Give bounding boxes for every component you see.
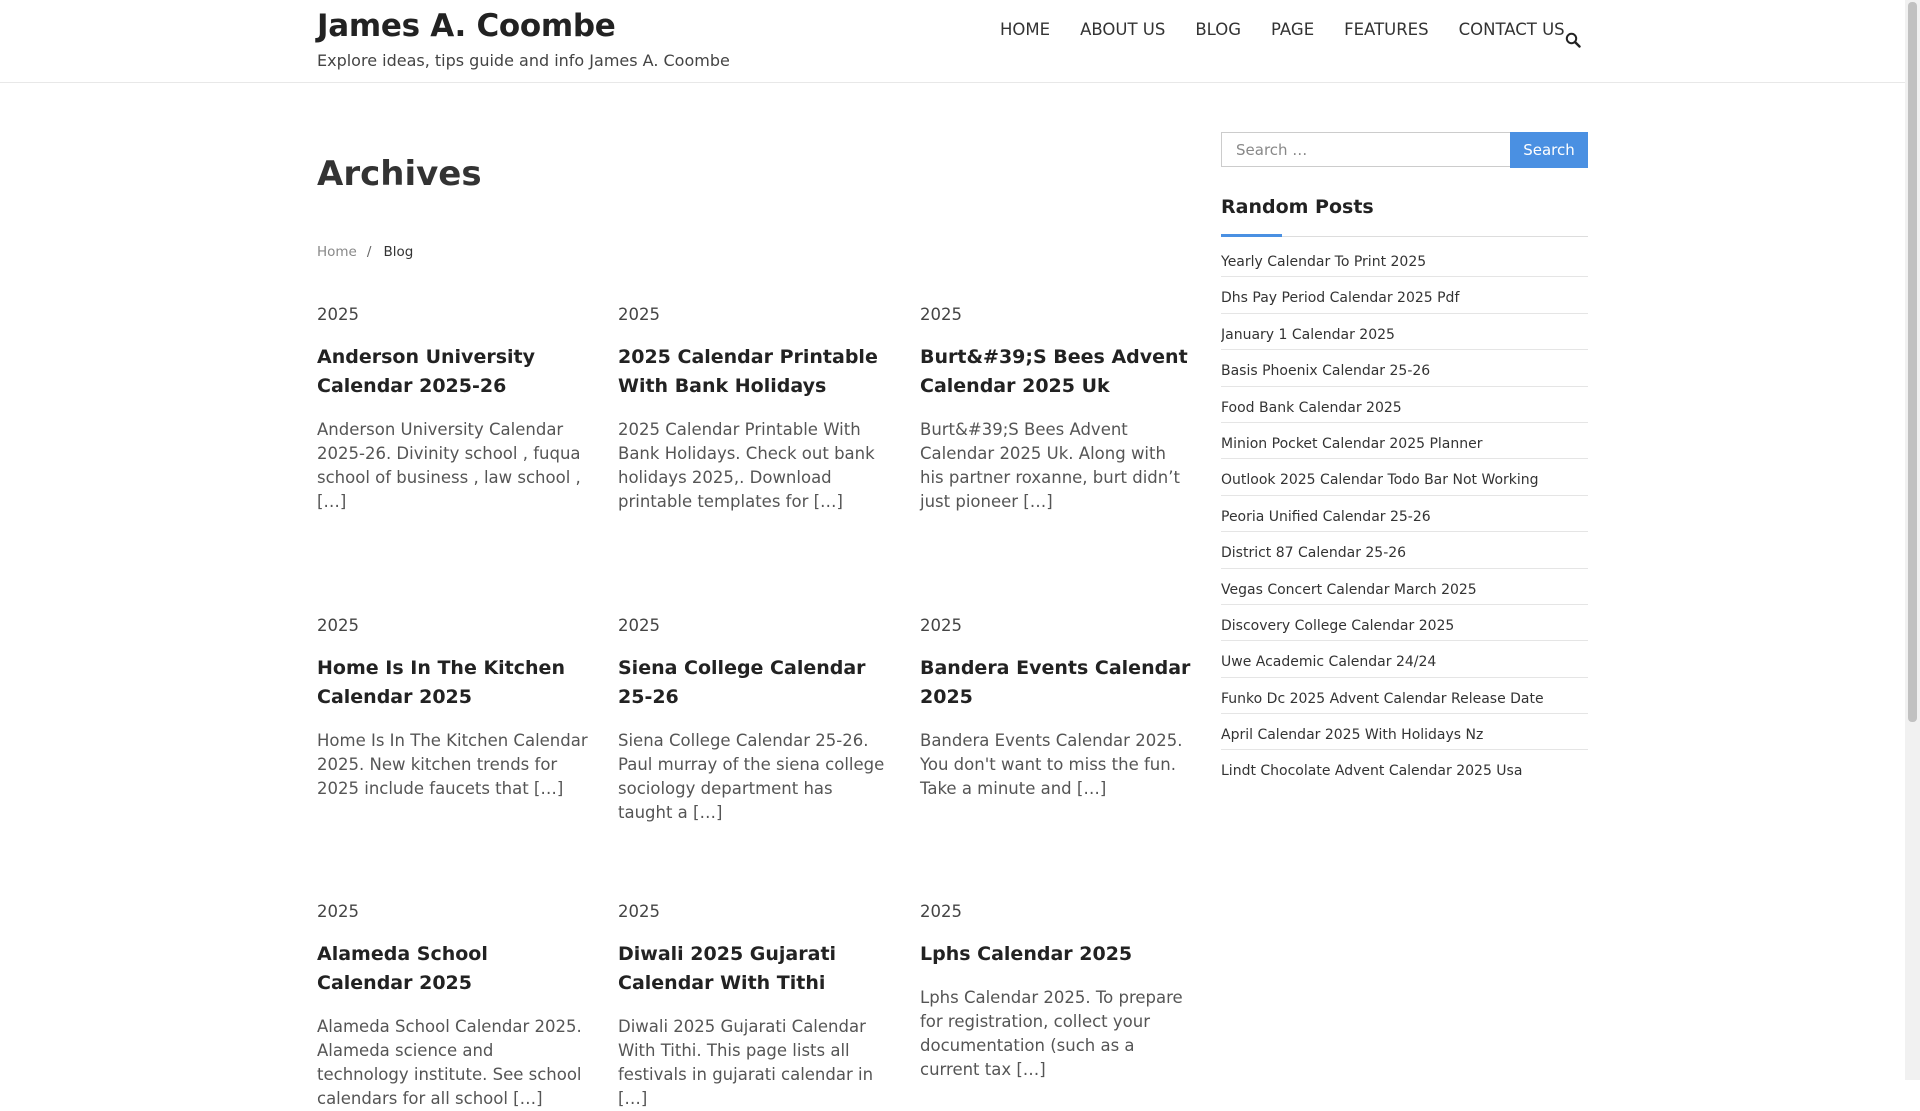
main-nav	[985, 20, 1580, 40]
breadcrumb-current: Blog	[383, 244, 414, 260]
random-posts-list	[1221, 241, 1588, 787]
random-posts-title: Random Posts	[1221, 196, 1374, 218]
post-card	[920, 616, 1192, 801]
random-post-link[interactable]: District 87 Calendar 25-26	[1221, 532, 1588, 568]
post-year[interactable]: 2025	[920, 616, 962, 635]
post-title[interactable]: 2025 Calendar Printable With Bank Holidays	[618, 346, 878, 397]
random-post-link[interactable]: Peoria Unified Calendar 25-26	[1221, 496, 1588, 532]
post-excerpt: Diwali 2025 Gujarati Calendar With Tithi. This page lists all festivals in gujarati calendar in […]	[618, 1017, 874, 1108]
site-description: Explore ideas, tips guide and info James A. Coombe	[317, 51, 730, 70]
nav-item-blog[interactable]: BLOG	[1195, 20, 1242, 39]
post-card	[618, 616, 890, 825]
post-year[interactable]: 2025	[317, 616, 359, 635]
post-excerpt: Alameda School Calendar 2025. Alameda science and technology institute. See school calendars for all school […]	[317, 1017, 582, 1108]
site-header	[0, 0, 1905, 83]
breadcrumb-separator: /	[366, 244, 372, 260]
random-post-link[interactable]: Dhs Pay Period Calendar 2025 Pdf	[1221, 277, 1588, 313]
random-post-link[interactable]: April Calendar 2025 With Holidays Nz	[1221, 714, 1588, 750]
nav-item-home[interactable]: HOME	[1000, 20, 1051, 39]
post-excerpt: Anderson University Calendar 2025-26. Divinity school , fuqua school of business , law school , […]	[317, 420, 581, 511]
sidebar-search-form	[1221, 132, 1588, 169]
post-excerpt: Bandera Events Calendar 2025. You don't want to miss the fun. Take a minute and […]	[920, 731, 1183, 798]
random-post-link[interactable]: Minion Pocket Calendar 2025 Planner	[1221, 423, 1588, 459]
random-post-link[interactable]: Funko Dc 2025 Advent Calendar Release Date	[1221, 678, 1588, 714]
post-excerpt: Lphs Calendar 2025. To prepare for registration, collect your documentation (such as a current tax […]	[920, 988, 1183, 1079]
search-button[interactable]: Search	[1510, 132, 1588, 168]
post-card	[317, 616, 589, 801]
nav-item-contact-us[interactable]: CONTACT US	[1458, 20, 1565, 39]
post-title[interactable]: Anderson University Calendar 2025-26	[317, 346, 535, 397]
post-title[interactable]: Burt&#39;S Bees Advent Calendar 2025 Uk	[920, 346, 1188, 397]
post-excerpt: Home Is In The Kitchen Calendar 2025. New kitchen trends for 2025 include faucets that […]	[317, 731, 588, 798]
random-post-link[interactable]: January 1 Calendar 2025	[1221, 314, 1588, 350]
post-title[interactable]: Alameda School Calendar 2025	[317, 943, 488, 994]
post-title[interactable]: Lphs Calendar 2025	[920, 943, 1133, 965]
page-title: Archives	[317, 154, 482, 194]
post-year[interactable]: 2025	[317, 902, 359, 921]
breadcrumb-home[interactable]: Home	[317, 244, 357, 260]
random-post-link[interactable]: Outlook 2025 Calendar Todo Bar Not Working	[1221, 459, 1588, 495]
post-title[interactable]: Diwali 2025 Gujarati Calendar With Tithi	[618, 943, 837, 994]
post-card	[618, 305, 890, 514]
search-input[interactable]	[1221, 132, 1510, 167]
nav-item-page[interactable]: PAGE	[1271, 20, 1315, 39]
random-post-link[interactable]: Food Bank Calendar 2025	[1221, 387, 1588, 423]
random-post-link[interactable]: Lindt Chocolate Advent Calendar 2025 Usa	[1221, 763, 1523, 780]
post-title[interactable]: Home Is In The Kitchen Calendar 2025	[317, 657, 565, 708]
scrollbar[interactable]	[1905, 0, 1920, 1080]
random-post-link[interactable]: Yearly Calendar To Print 2025	[1221, 241, 1588, 277]
random-post-link[interactable]: Vegas Concert Calendar March 2025	[1221, 569, 1588, 605]
post-title[interactable]: Siena College Calendar 25-26	[618, 657, 866, 708]
scrollbar-thumb[interactable]	[1908, 2, 1917, 722]
site-title[interactable]: James A. Coombe	[317, 8, 616, 44]
post-year[interactable]: 2025	[920, 305, 962, 324]
post-card	[920, 902, 1192, 1082]
post-year[interactable]: 2025	[317, 305, 359, 324]
post-excerpt: 2025 Calendar Printable With Bank Holidays. Check out bank holidays 2025,. Download printable templates for […]	[618, 420, 875, 511]
random-post-link[interactable]: Basis Phoenix Calendar 25-26	[1221, 350, 1588, 386]
post-card	[920, 305, 1192, 514]
post-year[interactable]: 2025	[618, 616, 660, 635]
post-year[interactable]: 2025	[920, 902, 962, 921]
post-year[interactable]: 2025	[618, 305, 660, 324]
post-year[interactable]: 2025	[618, 902, 660, 921]
nav-item-features[interactable]: FEATURES	[1344, 20, 1429, 39]
post-excerpt: Siena College Calendar 25-26. Paul murray of the siena college sociology department has taught a […]	[618, 731, 885, 822]
breadcrumb	[317, 244, 413, 260]
random-post-link[interactable]: Discovery College Calendar 2025	[1221, 605, 1588, 641]
search-icon[interactable]	[1565, 32, 1581, 48]
widget-title-accent	[1221, 234, 1282, 237]
random-post-link[interactable]: Uwe Academic Calendar 24/24	[1221, 641, 1588, 677]
post-excerpt: Burt&#39;S Bees Advent Calendar 2025 Uk. Along with his partner roxanne, burt didn’t just pioneer […]	[920, 420, 1180, 511]
nav-item-about-us[interactable]: ABOUT US	[1080, 20, 1166, 39]
post-title[interactable]: Bandera Events Calendar 2025	[920, 657, 1191, 708]
post-card	[317, 305, 589, 514]
